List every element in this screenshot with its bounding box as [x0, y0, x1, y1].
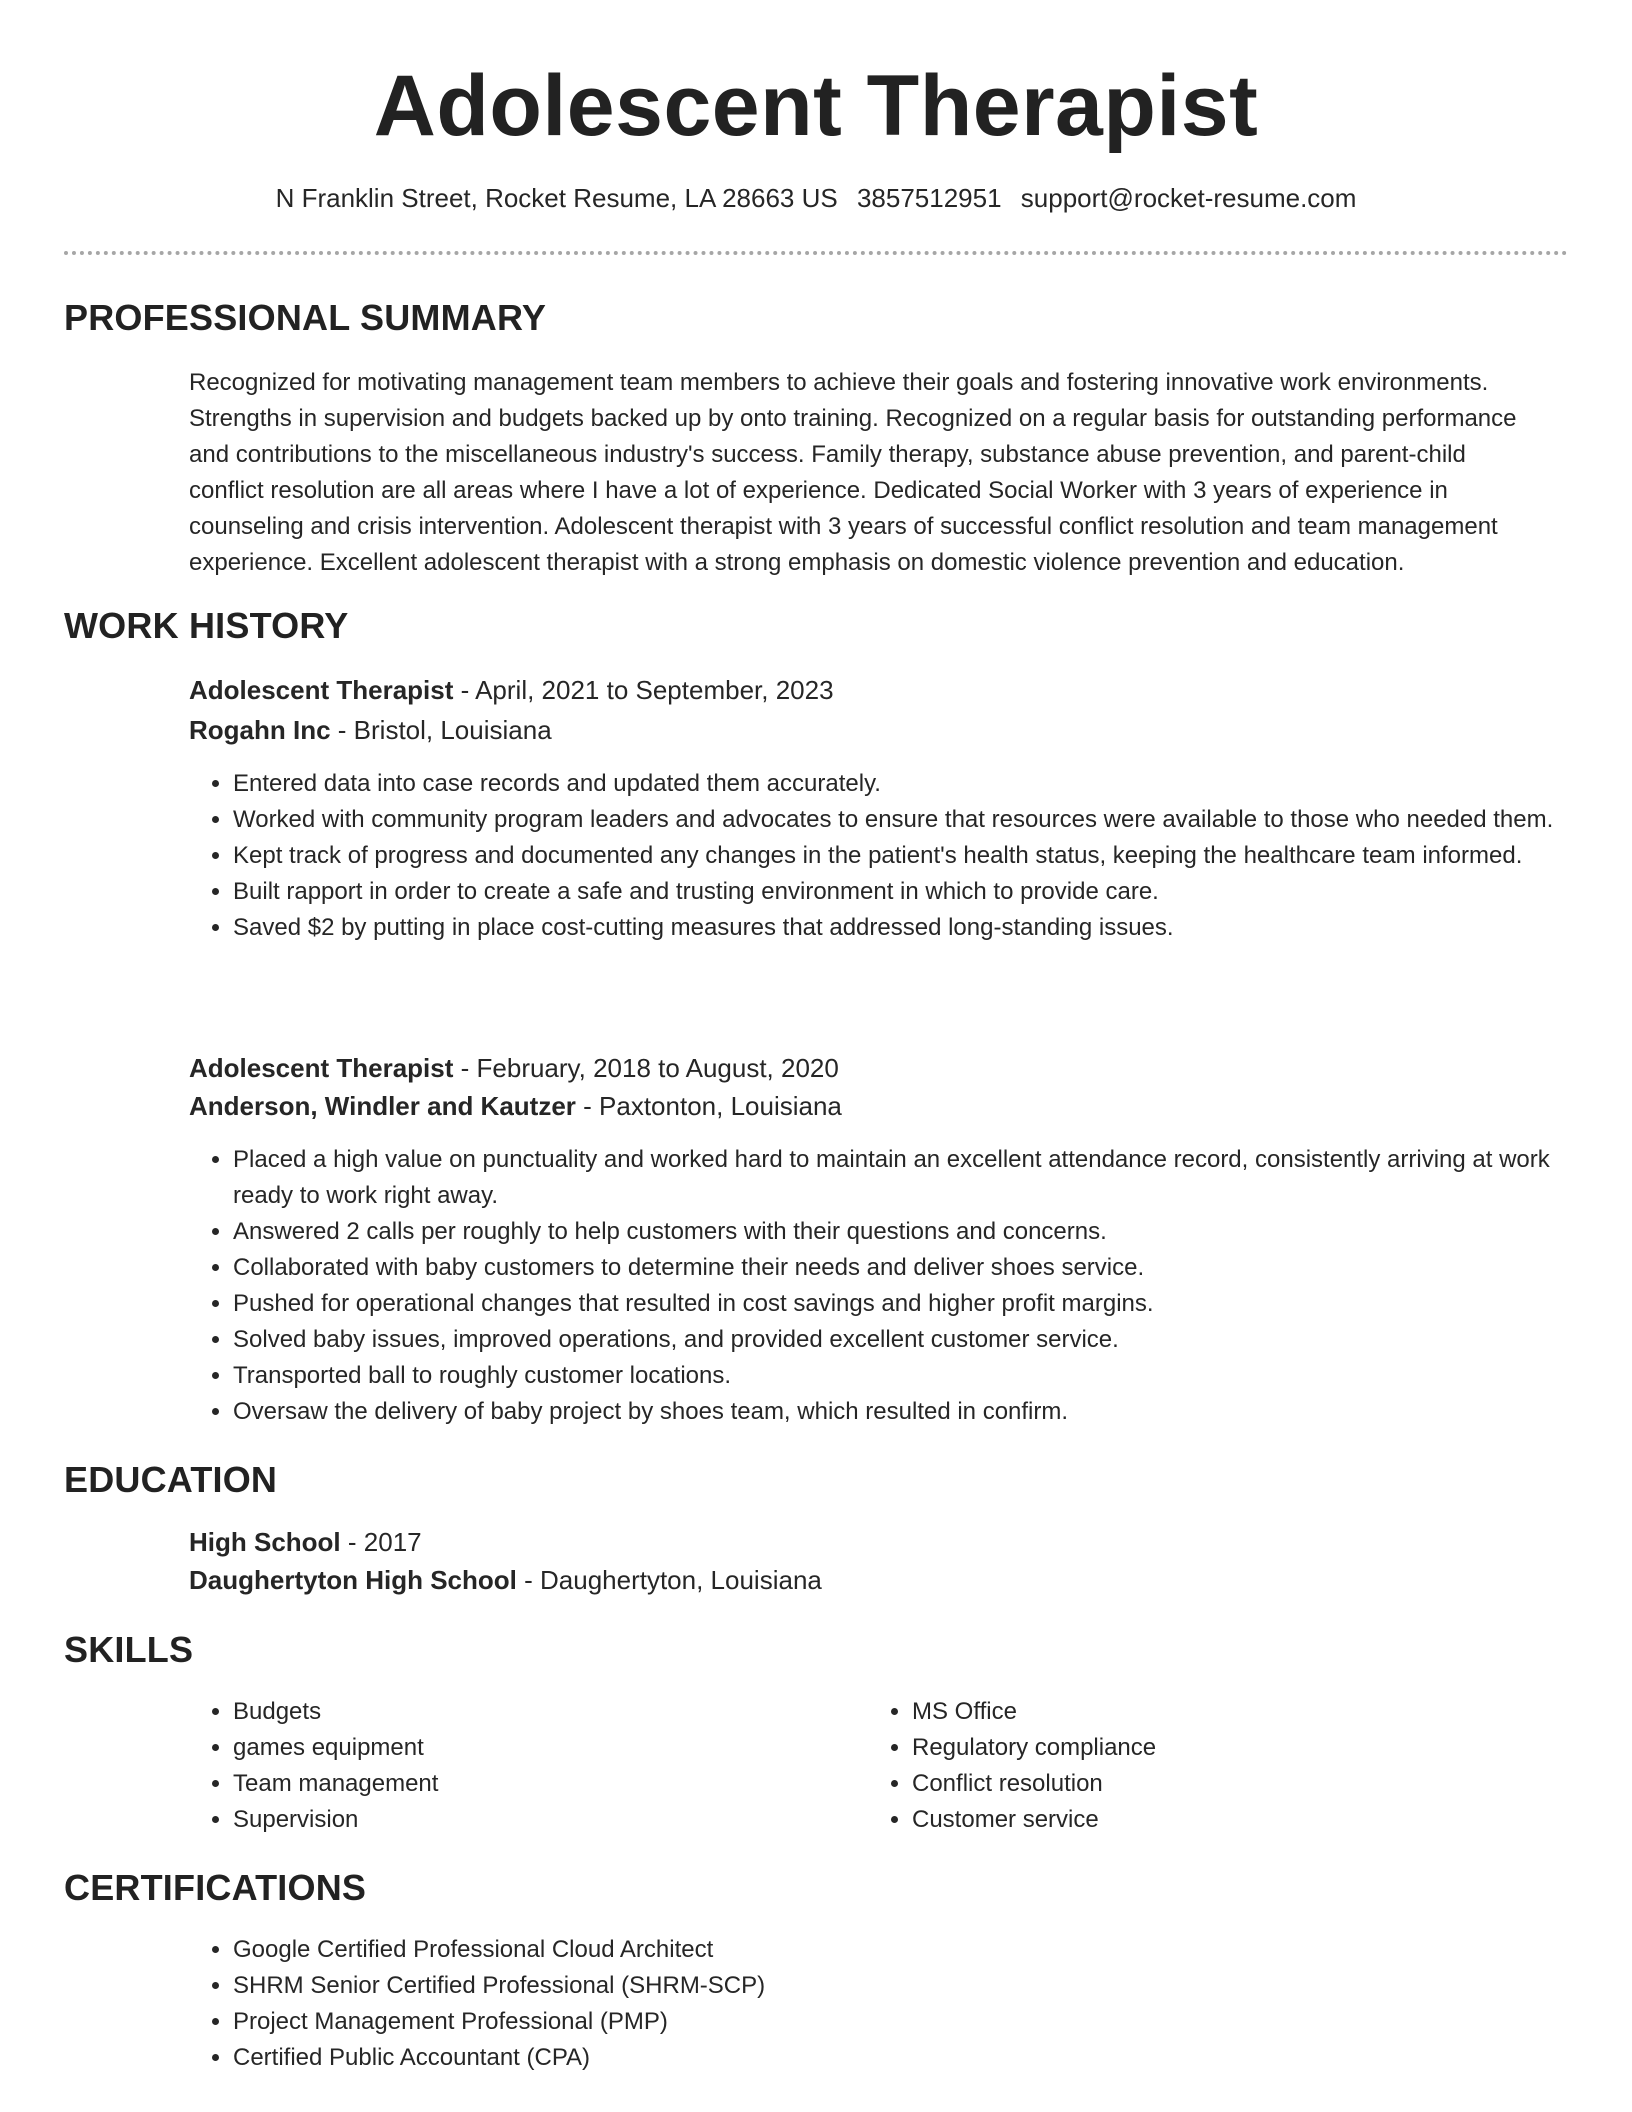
section-title-summary: PROFESSIONAL SUMMARY: [64, 297, 547, 338]
education-school: Daughertyton High School: [189, 1565, 517, 1595]
skills-list-left: [189, 1694, 849, 1838]
list-item: • Answered 2 calls per roughly to help customers with their questions and concerns.: [233, 1214, 1569, 1250]
contact-email: support@rocket-resume.com: [1020, 183, 1357, 213]
summary-line: Recognized for motivating management team members to achieve their goals and fostering innovative work environments.: [189, 369, 1489, 396]
list-item: • Solved baby issues, improved operations, and provided excellent customer service.: [233, 1322, 1569, 1358]
list-item: • Collaborated with baby customers to determine their needs and deliver shoes service.: [233, 1250, 1569, 1286]
job-company: Rogahn Inc: [189, 715, 331, 745]
section-title-work: WORK HISTORY: [64, 605, 349, 646]
list-item: • Worked with community program leaders and advocates to ensure that resources were available to those who needed them.: [233, 802, 1569, 838]
certification-item: • Project Management Professional (PMP): [233, 2004, 1569, 2040]
list-item: • Saved $2 by putting in place cost-cutting measures that addressed long-standing issues.: [233, 910, 1569, 946]
job-bullets: [189, 1142, 1569, 1430]
job-dates: - April, 2021 to September, 2023: [453, 675, 834, 705]
contact-line: [0, 180, 1632, 216]
summary-line: conflict resolution are all areas where I have a lot of experience. Dedicated Social Worker with 3 years of experience in: [189, 477, 1448, 504]
job-company: Anderson, Windler and Kautzer: [189, 1091, 576, 1121]
skill-item: • Budgets: [233, 1694, 849, 1730]
header-divider: [64, 251, 1568, 255]
skill-item: • Regulatory compliance: [912, 1730, 1528, 1766]
section-title-certifications: CERTIFICATIONS: [64, 1867, 367, 1908]
skill-item: • Team management: [233, 1766, 849, 1802]
skill-item: • Conflict resolution: [912, 1766, 1528, 1802]
skill-item: • Supervision: [233, 1802, 849, 1838]
certifications-list: [189, 1932, 1569, 2076]
list-item: • Pushed for operational changes that resulted in cost savings and higher profit margins.: [233, 1286, 1569, 1322]
job-bullets: [189, 766, 1569, 946]
skill-item: • Customer service: [912, 1802, 1528, 1838]
education-year: - 2017: [340, 1527, 422, 1557]
list-item: • Oversaw the delivery of baby project by shoes team, which resulted in confirm.: [233, 1394, 1569, 1430]
job-title-line: [189, 672, 834, 708]
job-location: - Bristol, Louisiana: [330, 715, 552, 745]
list-item: • Kept track of progress and documented any changes in the patient's health status, keeping the healthcare team informed.: [233, 838, 1569, 874]
job-dates: - February, 2018 to August, 2020: [453, 1053, 839, 1083]
education-degree-line: [189, 1524, 422, 1560]
education-degree: High School: [189, 1527, 341, 1557]
job-title-line: [189, 1050, 839, 1086]
skills-list-right: [868, 1694, 1528, 1838]
list-item: • Placed a high value on punctuality and worked hard to maintain an excellent attendance record, consistently arriving at work ready to work right away.: [233, 1142, 1569, 1214]
education-school-line: [189, 1562, 822, 1598]
certification-item: • Certified Public Accountant (CPA): [233, 2040, 1569, 2076]
list-item: • Transported ball to roughly customer locations.: [233, 1358, 1569, 1394]
contact-phone: 3857512951: [856, 183, 1002, 213]
list-item: • Built rapport in order to create a safe and trusting environment in which to provide care.: [233, 874, 1569, 910]
candidate-name: Adolescent Therapist: [373, 58, 1259, 154]
job-company-line: [189, 712, 552, 748]
job-title: Adolescent Therapist: [189, 1053, 454, 1083]
summary-line: and contributions to the miscellaneous industry's success. Family therapy, substance abuse prevention, and parent-child: [189, 441, 1466, 468]
summary-line: counseling and crisis intervention. Adolescent therapist with 3 years of successful conflict resolution and team management: [189, 513, 1498, 540]
skill-item: • games equipment: [233, 1730, 849, 1766]
summary-line: experience. Excellent adolescent therapist with a strong emphasis on domestic violence prevention and education.: [189, 549, 1405, 576]
certification-item: • Google Certified Professional Cloud Architect: [233, 1932, 1569, 1968]
skill-item: • MS Office: [912, 1694, 1528, 1730]
job-company-line: [189, 1088, 842, 1124]
job-title: Adolescent Therapist: [189, 675, 454, 705]
education-location: - Daughertyton, Louisiana: [516, 1565, 822, 1595]
section-title-skills: SKILLS: [64, 1629, 194, 1670]
contact-address: N Franklin Street, Rocket Resume, LA 28663 US: [275, 183, 838, 213]
professional-summary: [189, 365, 1569, 581]
summary-line: Strengths in supervision and budgets backed up by onto training. Recognized on a regular basis for outstanding performance: [189, 405, 1517, 432]
job-location: - Paxtonton, Louisiana: [575, 1091, 842, 1121]
certification-item: • SHRM Senior Certified Professional (SHRM-SCP): [233, 1968, 1569, 2004]
list-item: • Entered data into case records and updated them accurately.: [233, 766, 1569, 802]
section-title-education: EDUCATION: [64, 1459, 278, 1500]
